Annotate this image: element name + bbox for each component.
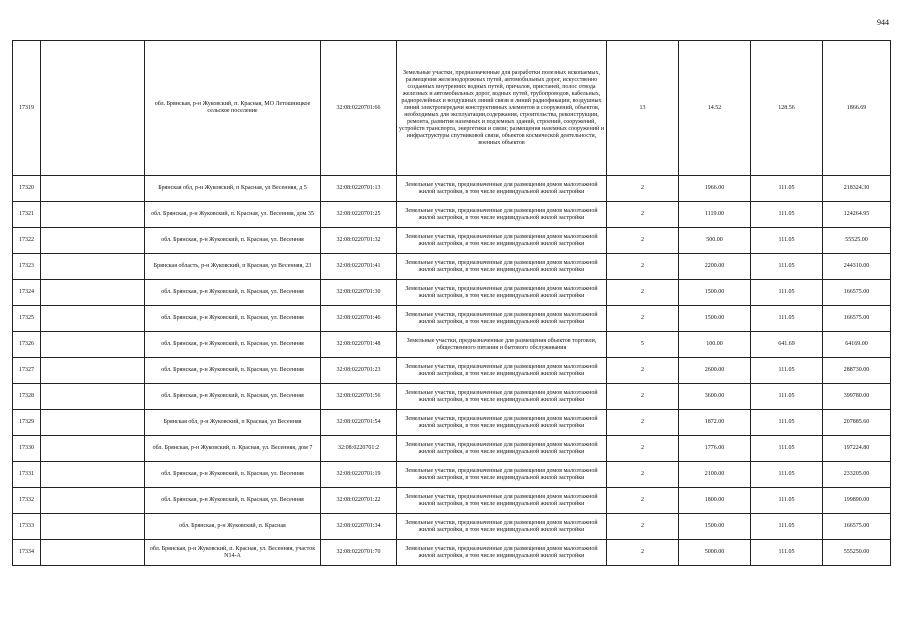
table-row xyxy=(13,514,891,540)
area-cell: 1500.00 xyxy=(679,280,751,306)
table-row xyxy=(13,228,891,254)
cadastral-value-table xyxy=(12,40,891,566)
land-use-cell: Земельные участки, предназначенные для размещения домов малоэтажной жилой застройки, в том числе индивидуальной жилой застройки xyxy=(397,202,607,228)
cadastral-number-cell: 32:08:0220701:23 xyxy=(321,358,397,384)
cadastral-number-cell: 32:08:0220701:30 xyxy=(321,280,397,306)
address-cell: Брянская обл, р-н Жуковский, п Красная, ул Весенняя, д 5 xyxy=(145,176,321,202)
land-use-cell: Земельные участки, предназначенные для размещения домов малоэтажной жилой застройки, в том числе индивидуальной жилой застройки xyxy=(397,462,607,488)
blank-cell xyxy=(41,384,145,410)
cadastral-value-cell: 1866.69 xyxy=(823,41,891,176)
record-number-cell: 17327 xyxy=(13,358,41,384)
address-cell: обл. Брянская, р-н Жуковский, п. Красная, ул. Весенняя xyxy=(145,384,321,410)
use-group-cell: 2 xyxy=(607,202,679,228)
cadastral-value-cell: 555250.00 xyxy=(823,540,891,566)
land-use-cell: Земельные участки, предназначенные для размещения домов малоэтажной жилой застройки, в том числе индивидуальной жилой застройки xyxy=(397,436,607,462)
blank-cell xyxy=(41,332,145,358)
area-cell: 2100.00 xyxy=(679,462,751,488)
blank-cell xyxy=(41,488,145,514)
address-cell: обл. Брянская, р-н Жуковский, п. Красная, МО Летошницкое сельское поселение xyxy=(145,41,321,176)
land-use-cell: Земельные участки, предназначенные для разработки полезных ископаемых, размещения железнодорожных путей, автомобильных дорог, искусственно созданных внутренних водных путей, причалов, пристаней, полос отвода железных и автомобильных дорог, водных путей, трубопроводов, кабельных, радиорелейных и воздушных линий связи и линий радиофикации, воздушных линий электропередачи конструктивных элементов и сооружений, объектов, необходимых для эксплуатации,содержания, строительства, реконструкции, ремонта, развития наземных и подземных зданий, строений, сооружений, устройств транспорта, энергетики и связи; размещения наземных сооружений и инфраструктуры спутниковой связи, объектов космической деятельности, военных объектов xyxy=(397,41,607,176)
cadastral-number-cell: 32:08:0220701:25 xyxy=(321,202,397,228)
record-number-cell: 17321 xyxy=(13,202,41,228)
land-use-cell: Земельные участки, предназначенные для размещения домов малоэтажной жилой застройки, в том числе индивидуальной жилой застройки xyxy=(397,176,607,202)
record-number-cell: 17331 xyxy=(13,462,41,488)
record-number-cell: 17319 xyxy=(13,41,41,176)
area-cell: 2600.00 xyxy=(679,358,751,384)
cadastral-value-cell: 166575.00 xyxy=(823,280,891,306)
cadastral-value-cell: 288730.00 xyxy=(823,358,891,384)
area-cell: 2200.00 xyxy=(679,254,751,280)
table-body xyxy=(13,41,891,566)
cadastral-value-cell: 166575.00 xyxy=(823,514,891,540)
cadastral-value-cell: 244310.00 xyxy=(823,254,891,280)
specific-value-cell: 111.05 xyxy=(751,436,823,462)
use-group-cell: 2 xyxy=(607,410,679,436)
area-cell: 1500.00 xyxy=(679,306,751,332)
table-row xyxy=(13,202,891,228)
land-use-cell: Земельные участки, предназначенные для размещения объектов торговли, общественного питания и бытового обслуживания xyxy=(397,332,607,358)
use-group-cell: 2 xyxy=(607,228,679,254)
specific-value-cell: 111.05 xyxy=(751,306,823,332)
address-cell: Брянская обл, р-н Жуковский, п Красная, ул Весенняя xyxy=(145,410,321,436)
cadastral-number-cell: 32:08:0220701:66 xyxy=(321,41,397,176)
cadastral-value-cell: 399780.00 xyxy=(823,384,891,410)
specific-value-cell: 111.05 xyxy=(751,410,823,436)
use-group-cell: 2 xyxy=(607,306,679,332)
record-number-cell: 17320 xyxy=(13,176,41,202)
table-row xyxy=(13,280,891,306)
blank-cell xyxy=(41,280,145,306)
table-row xyxy=(13,332,891,358)
address-cell: обл. Брянская, р-н Жуковский, п. Красная, ул. Весенняя, дом 7 xyxy=(145,436,321,462)
cadastral-value-cell: 166575.00 xyxy=(823,306,891,332)
use-group-cell: 2 xyxy=(607,488,679,514)
specific-value-cell: 111.05 xyxy=(751,202,823,228)
land-use-cell: Земельные участки, предназначенные для размещения домов малоэтажной жилой застройки, в том числе индивидуальной жилой застройки xyxy=(397,306,607,332)
use-group-cell: 2 xyxy=(607,462,679,488)
specific-value-cell: 111.05 xyxy=(751,514,823,540)
record-number-cell: 17324 xyxy=(13,280,41,306)
land-use-cell: Земельные участки, предназначенные для размещения домов малоэтажной жилой застройки, в том числе индивидуальной жилой застройки xyxy=(397,384,607,410)
land-use-cell: Земельные участки, предназначенные для размещения домов малоэтажной жилой застройки, в том числе индивидуальной жилой застройки xyxy=(397,254,607,280)
cadastral-value-cell: 64169.00 xyxy=(823,332,891,358)
table-row xyxy=(13,488,891,514)
specific-value-cell: 111.05 xyxy=(751,254,823,280)
land-use-cell: Земельные участки, предназначенные для размещения домов малоэтажной жилой застройки, в том числе индивидуальной жилой застройки xyxy=(397,514,607,540)
specific-value-cell: 111.05 xyxy=(751,358,823,384)
table-row xyxy=(13,358,891,384)
use-group-cell: 5 xyxy=(607,332,679,358)
blank-cell xyxy=(41,462,145,488)
use-group-cell: 2 xyxy=(607,280,679,306)
area-cell: 1776.00 xyxy=(679,436,751,462)
specific-value-cell: 111.05 xyxy=(751,488,823,514)
table-row xyxy=(13,306,891,332)
page-number: 944 xyxy=(877,18,889,27)
specific-value-cell: 641.69 xyxy=(751,332,823,358)
blank-cell xyxy=(41,228,145,254)
address-cell: обл. Брянская, р-н Жуковский, п. Красная, ул. Весенняя xyxy=(145,228,321,254)
area-cell: 1119.00 xyxy=(679,202,751,228)
blank-cell xyxy=(41,514,145,540)
record-number-cell: 17329 xyxy=(13,410,41,436)
use-group-cell: 2 xyxy=(607,384,679,410)
use-group-cell: 2 xyxy=(607,254,679,280)
address-cell: обл. Брянская, р-н Жуковский, п. Красная xyxy=(145,514,321,540)
cadastral-number-cell: 32:08:0220701:32 xyxy=(321,228,397,254)
cadastral-value-cell: 124264.95 xyxy=(823,202,891,228)
use-group-cell: 2 xyxy=(607,540,679,566)
blank-cell xyxy=(41,202,145,228)
use-group-cell: 2 xyxy=(607,176,679,202)
area-cell: 100.00 xyxy=(679,332,751,358)
cadastral-number-cell: 32:08:0220701:48 xyxy=(321,332,397,358)
land-use-cell: Земельные участки, предназначенные для размещения домов малоэтажной жилой застройки, в том числе индивидуальной жилой застройки xyxy=(397,540,607,566)
area-cell: 14.52 xyxy=(679,41,751,176)
area-cell: 1800.00 xyxy=(679,488,751,514)
specific-value-cell: 111.05 xyxy=(751,280,823,306)
land-use-cell: Земельные участки, предназначенные для размещения домов малоэтажной жилой застройки, в том числе индивидуальной жилой застройки xyxy=(397,280,607,306)
table-row xyxy=(13,41,891,176)
table-row xyxy=(13,254,891,280)
cadastral-value-cell: 199890.00 xyxy=(823,488,891,514)
blank-cell xyxy=(41,436,145,462)
blank-cell xyxy=(41,358,145,384)
cadastral-number-cell: 32:08:0220701:46 xyxy=(321,306,397,332)
record-number-cell: 17326 xyxy=(13,332,41,358)
cadastral-number-cell: 32:08:0220701:2 xyxy=(321,436,397,462)
area-cell: 5000.00 xyxy=(679,540,751,566)
record-number-cell: 17328 xyxy=(13,384,41,410)
address-cell: обл. Брянская, р-н Жуковский, п. Красная, ул. Весенняя xyxy=(145,358,321,384)
cadastral-number-cell: 32:08:0220701:54 xyxy=(321,410,397,436)
cadastral-value-cell: 197224.80 xyxy=(823,436,891,462)
table-row xyxy=(13,410,891,436)
specific-value-cell: 111.05 xyxy=(751,462,823,488)
area-cell: 500.00 xyxy=(679,228,751,254)
record-number-cell: 17330 xyxy=(13,436,41,462)
land-use-cell: Земельные участки, предназначенные для размещения домов малоэтажной жилой застройки, в том числе индивидуальной жилой застройки xyxy=(397,410,607,436)
record-number-cell: 17334 xyxy=(13,540,41,566)
cadastral-number-cell: 32:08:0220701:70 xyxy=(321,540,397,566)
land-use-cell: Земельные участки, предназначенные для размещения домов малоэтажной жилой застройки, в том числе индивидуальной жилой застройки xyxy=(397,228,607,254)
address-cell: обл. Брянская, р-н Жуковский, п. Красная, ул. Весенняя xyxy=(145,462,321,488)
use-group-cell: 13 xyxy=(607,41,679,176)
cadastral-value-cell: 207885.60 xyxy=(823,410,891,436)
cadastral-number-cell: 32:08:0220701:19 xyxy=(321,462,397,488)
address-cell: обл. Брянская, р-н Жуковский, п. Красная, ул. Весенняя, участок N14-А xyxy=(145,540,321,566)
cadastral-value-cell: 233205.00 xyxy=(823,462,891,488)
area-cell: 1966.00 xyxy=(679,176,751,202)
table-row xyxy=(13,384,891,410)
area-cell: 1500.00 xyxy=(679,514,751,540)
address-cell: Брянская область, р-н Жуковский, п Красная, ул Весенняя, 23 xyxy=(145,254,321,280)
address-cell: обл. Брянская, р-н Жуковский, п. Красная, ул. Весенняя xyxy=(145,306,321,332)
use-group-cell: 2 xyxy=(607,436,679,462)
blank-cell xyxy=(41,410,145,436)
land-use-cell: Земельные участки, предназначенные для размещения домов малоэтажной жилой застройки, в том числе индивидуальной жилой застройки xyxy=(397,488,607,514)
use-group-cell: 2 xyxy=(607,514,679,540)
record-number-cell: 17325 xyxy=(13,306,41,332)
address-cell: обл. Брянская, р-н Жуковский, п. Красная, ул. Весенняя xyxy=(145,332,321,358)
area-cell: 1872.00 xyxy=(679,410,751,436)
table-row xyxy=(13,540,891,566)
blank-cell xyxy=(41,540,145,566)
record-number-cell: 17332 xyxy=(13,488,41,514)
cadastral-value-cell: 218324.30 xyxy=(823,176,891,202)
address-cell: обл. Брянская, р-н Жуковский, п. Красная, ул. Весенняя, дом 35 xyxy=(145,202,321,228)
address-cell: обл. Брянская, р-н Жуковский, п. Красная, ул. Весенняя xyxy=(145,488,321,514)
specific-value-cell: 111.05 xyxy=(751,228,823,254)
specific-value-cell: 111.05 xyxy=(751,384,823,410)
cadastral-number-cell: 32:08:0220701:22 xyxy=(321,488,397,514)
land-use-cell: Земельные участки, предназначенные для размещения домов малоэтажной жилой застройки, в том числе индивидуальной жилой застройки xyxy=(397,358,607,384)
table-row xyxy=(13,176,891,202)
record-number-cell: 17323 xyxy=(13,254,41,280)
specific-value-cell: 111.05 xyxy=(751,176,823,202)
cadastral-value-cell: 55525.00 xyxy=(823,228,891,254)
cadastral-number-cell: 32:08:0220701:41 xyxy=(321,254,397,280)
blank-cell xyxy=(41,176,145,202)
blank-cell xyxy=(41,254,145,280)
cadastral-number-cell: 32:08:0220701:56 xyxy=(321,384,397,410)
specific-value-cell: 111.05 xyxy=(751,540,823,566)
specific-value-cell: 128.56 xyxy=(751,41,823,176)
area-cell: 3600.00 xyxy=(679,384,751,410)
table-row xyxy=(13,436,891,462)
table-row xyxy=(13,462,891,488)
cadastral-number-cell: 32:08:0220701:13 xyxy=(321,176,397,202)
blank-cell xyxy=(41,306,145,332)
blank-cell xyxy=(41,41,145,176)
use-group-cell: 2 xyxy=(607,358,679,384)
record-number-cell: 17333 xyxy=(13,514,41,540)
cadastral-number-cell: 32:08:0220701:34 xyxy=(321,514,397,540)
address-cell: обл. Брянская, р-н Жуковский, п. Красная, ул. Весенняя xyxy=(145,280,321,306)
record-number-cell: 17322 xyxy=(13,228,41,254)
